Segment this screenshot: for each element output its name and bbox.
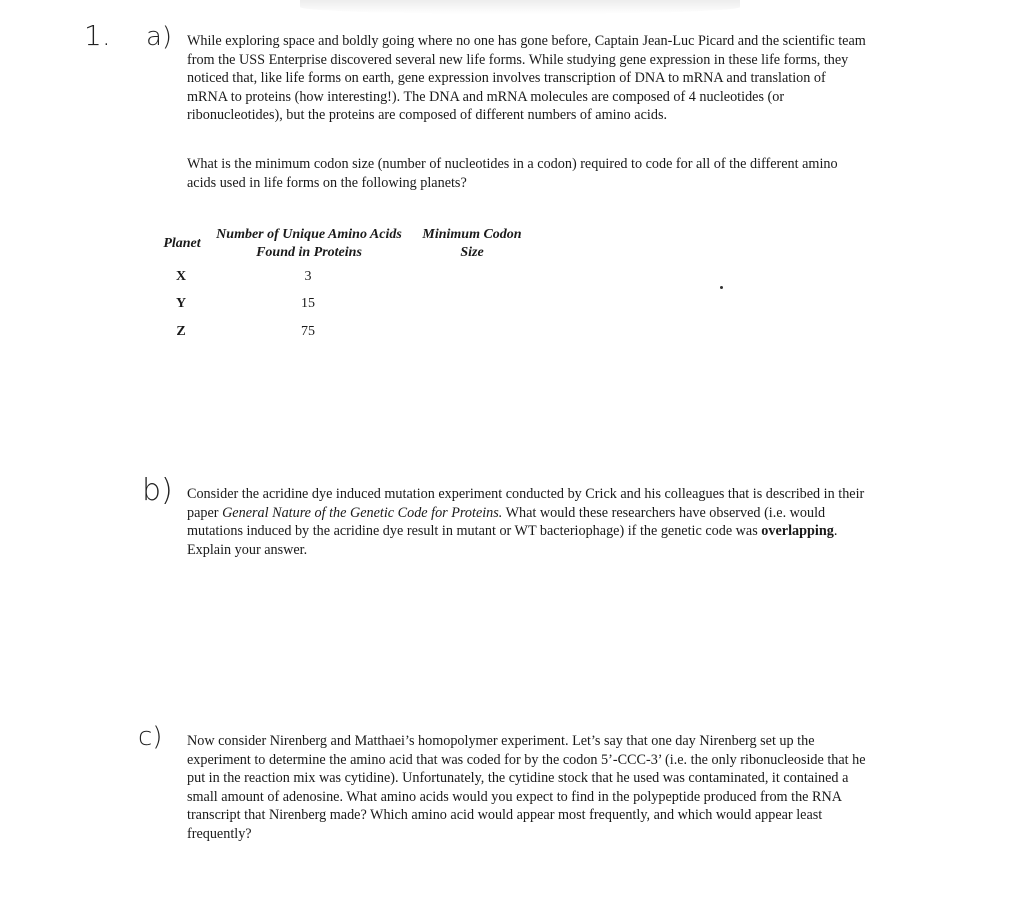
- part-b-text-3: . Explain your answer.: [187, 523, 838, 558]
- row-y-amino-acids: 15: [301, 296, 315, 311]
- part-a-paragraph: While exploring space and boldly going where no one has gone before, Captain Jean-Luc Picard and the scientific team from the USS Enterprise discovered several new life forms. While studying gene expression in these life forms, they noticed that, like life forms on earth, gene expression involves transcription of DNA to mRNA and translation of mRNA to proteins (how interesting!). The DNA and mRNA molecules are composed of 4 nucleotides (or ribonucleotides), but the proteins are composed of different numbers of amino acids.: [187, 33, 866, 123]
- row-y-planet: Y: [175, 296, 187, 311]
- part-a-question: What is the minimum codon size (number of nucleotides in a codon) required to code for all of the different amino acids used in life forms on the following planets?: [187, 156, 838, 191]
- page-top-shadow: [300, 0, 740, 14]
- part-b-paragraph: [187, 485, 875, 559]
- part-c-label: c): [138, 722, 163, 752]
- part-b-paper-title: General Nature of the Genetic Code for Proteins.: [222, 504, 503, 521]
- row-x-amino-acids: 3: [304, 269, 312, 284]
- row-x-planet: X: [175, 269, 187, 284]
- part-b-bold-word: overlapping: [761, 523, 834, 539]
- header-amino-acids-1: Number of Unique Amino Acids: [216, 227, 402, 242]
- part-c-paragraph: Now consider Nirenberg and Matthaei’s homopolymer experiment. Let’s say that one day Nirenberg set up the experiment to determine the amino acid that was coded for by the codon 5’-CCC-3’ (i.e. the only ribonucleoside that he put in the reaction mix was cytidine). Unfortunately, the cytidine stock that he used was contaminated, it contained a small amount of adenosine. What amino acids would you expect to find in the polypeptide produced from the RNA transcript that Nirenberg made? Which amino acid would appear most frequently, and which would appear least frequently?: [187, 733, 866, 842]
- header-codon-2: Size: [460, 245, 484, 260]
- row-z-amino-acids: 75: [301, 324, 315, 339]
- part-b-label: b): [142, 473, 173, 508]
- header-codon-1: Minimum Codon: [422, 227, 522, 242]
- part-a-label: a): [146, 22, 173, 52]
- stray-dot: [720, 286, 723, 289]
- question-number-label: 1.: [84, 19, 111, 52]
- header-planet: Planet: [163, 236, 201, 251]
- row-z-planet: Z: [176, 324, 186, 339]
- part-b-text-2: What would these researchers have observed (i.e. would mutations induced by the acridine dye result in mutant or WT bacteriophage) if the genetic code was: [187, 504, 826, 539]
- header-amino-acids-2: Found in Proteins: [256, 245, 362, 260]
- part-b-text-1: Consider the acridine dye induced mutation experiment conducted by Crick and his colleagues that is described in their paper: [187, 486, 865, 521]
